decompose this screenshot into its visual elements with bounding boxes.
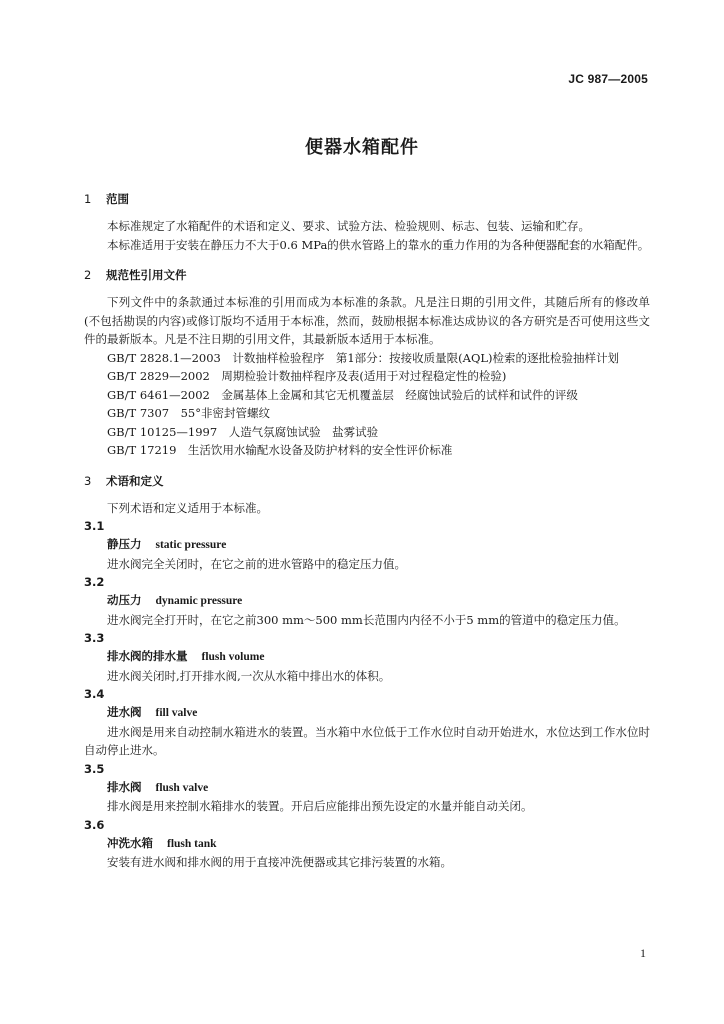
reference-item: GB/T 7307 55°非密封管螺纹 [107, 406, 270, 420]
term-name: 动压力 dynamic pressure [107, 593, 243, 607]
section-heading: 1 范围 [84, 192, 129, 206]
reference-item: GB/T 10125—1997 人造气氛腐蚀试验 盐雾试验 [107, 424, 379, 439]
section-terms-definitions [84, 472, 650, 872]
term-name: 进水阀 fill valve [107, 705, 198, 719]
term-entry [84, 760, 650, 816]
term-number: 3.2 [84, 575, 105, 589]
term-name: 排水阀 flush valve [107, 779, 209, 794]
reference-item: GB/T 2828.1—2003 计数抽样检验程序 第1部分：按接收质量限(AQL)检索的逐批检验抽样计划 [107, 350, 619, 365]
term-definition: 进水阀完全打开时，在它之前300 mm～500 mm长范围内内径不小于5 mm的管道中的稳定压力值。 [107, 612, 626, 627]
term-number: 3.5 [84, 761, 105, 776]
page-number: 1 [640, 946, 646, 960]
standard-code: JC 987—2005 [568, 72, 648, 86]
term-definition: 进水阀是用来自动控制水箱进水的装置。当水箱中水位低于工作水位时自动开始进水，水位达到工作水位时自动停止进水。 [84, 724, 650, 757]
term-number: 3.1 [84, 519, 105, 533]
section-heading: 2 规范性引用文件 [84, 268, 187, 282]
term-entry [84, 685, 650, 760]
term-definition: 进水阀完全关闭时，在它之前的进水管路中的稳定压力值。 [107, 556, 406, 571]
term-entry [84, 573, 650, 629]
paragraph: 本标准规定了水箱配件的术语和定义、要求、试验方法、检验规则、标志、包装、运输和贮存。 [107, 219, 590, 233]
term-definition: 排水阀是用来控制水箱排水的装置。开启后应能排出预先设定的水量并能自动关闭。 [107, 799, 533, 813]
term-entry [84, 629, 650, 685]
paragraph: 下列文件中的条款通过本标准的引用而成为本标准的条款。凡是注日期的引用文件，其随后所有的修改单(不包括勘误的内容)或修订版均不适用于本标准，然而，鼓励根据本标准达成协议的各方研究是否可使用这些文件的最新版本。凡是不注日期的引用文件，其最新版本适用于本标准。 [84, 295, 650, 346]
term-name: 静压力 static pressure [107, 537, 227, 551]
term-name: 排水阀的排水量 flush volume [107, 649, 265, 663]
paragraph: 下列术语和定义适用于本标准。 [107, 500, 268, 515]
term-entry [84, 517, 650, 573]
term-number: 3.3 [84, 631, 105, 645]
term-number: 3.4 [84, 687, 105, 701]
reference-item: GB/T 17219 生活饮用水输配水设备及防护材料的安全性评价标准 [107, 443, 453, 457]
term-number: 3.6 [84, 817, 105, 832]
reference-item: GB/T 6461—2002 金属基体上金属和其它无机覆盖层 经腐蚀试验后的试样和试件的评级 [107, 387, 578, 402]
section-heading: 3 术语和定义 [84, 473, 164, 488]
reference-item: GB/T 2829—2002 周期检验计数抽样程序及表(适用于对过程稳定性的检验) [107, 369, 507, 383]
section-scope [84, 190, 650, 254]
term-definition: 安装有进水阀和排水阀的用于直接冲洗便器或其它排污装置的水箱。 [107, 855, 452, 869]
document-body [84, 190, 650, 872]
term-entry [84, 816, 650, 872]
section-normative-references [84, 266, 650, 460]
document-title: 便器水箱配件 [305, 137, 419, 158]
term-name: 冲洗水箱 flush tank [107, 835, 217, 850]
paragraph: 本标准适用于安装在静压力不大于0.6 MPa的供水管路上的靠水的重力作用的为各种便器配套的水箱配件。 [107, 237, 650, 252]
term-definition: 进水阀关闭时,打开排水阀,一次从水箱中排出水的体积。 [107, 668, 391, 683]
